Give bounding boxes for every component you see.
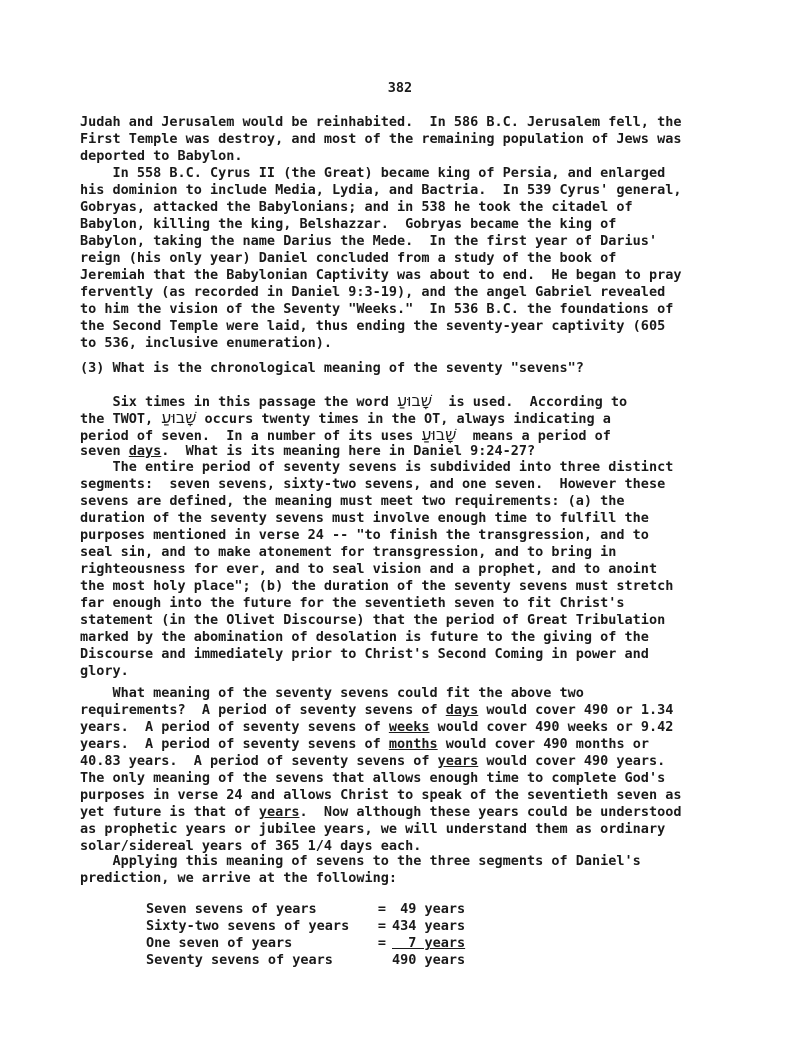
page-number: 382 <box>387 80 413 96</box>
text-line: as prophetic years or jubilee years, we will understand them as ordinary <box>80 821 666 837</box>
text-line: years. A period of seventy sevens of weeks would cover 490 weeks or 9.42 <box>80 719 674 735</box>
text-line: prediction, we arrive at the following: <box>80 870 397 886</box>
text-line: seven days. What is its meaning here in Daniel 9:24-27? <box>80 443 536 459</box>
paragraph-6 <box>80 853 720 887</box>
text-line: segments: seven sevens, sixty-two sevens, and one seven. However these <box>80 476 666 492</box>
text-line: the TWOT, שָׁבוּעַ occurs twenty times in the OT, always indicating a <box>80 408 611 427</box>
text-line: Gobryas, attacked the Babylonians; and in 538 he took the citadel of <box>80 199 633 215</box>
text-line: Discourse and immediately prior to Christ's Second Coming in power and <box>80 646 649 662</box>
text-line: far enough into the future for the seventieth seven to fit Christ's <box>80 595 625 611</box>
text-line: The entire period of seventy sevens is subdivided into three distinct <box>80 459 674 475</box>
text-line: Jeremiah that the Babylonian Captivity was about to end. He began to pray <box>80 267 682 283</box>
text-line: righteousness for ever, and to seal vision and a prophet, and to anoint <box>80 561 658 577</box>
paragraph-5 <box>80 685 720 855</box>
text-line: the Second Temple were laid, thus ending the seventy-year captivity (605 <box>80 318 666 334</box>
text-line: reign (his only year) Daniel concluded from a study of the book of <box>80 250 617 266</box>
calculation-table <box>80 901 720 969</box>
text-line: deported to Babylon. <box>80 148 243 164</box>
paragraph-2 <box>80 165 720 352</box>
calc-row: One seven of years = 7 years <box>146 935 466 951</box>
text-line: purposes in verse 24 and allows Christ to speak of the seventieth seven as <box>80 787 682 803</box>
text-line: Babylon, taking the name Darius the Mede. In the first year of Darius' <box>80 233 658 249</box>
question-heading: (3) What is the chronological meaning of the seventy "sevens"? <box>80 360 584 376</box>
text-line: seal sin, and to make atonement for transgression, and to bring in <box>80 544 617 560</box>
text-line: duration of the seventy sevens must involve enough time to fulfill the <box>80 510 649 526</box>
text-line: solar/sidereal years of 365 1/4 days each. <box>80 838 422 854</box>
calc-row: Sixty-two sevens of years = 434 years <box>146 918 466 934</box>
text-line: Judah and Jerusalem would be reinhabited. In 586 B.C. Jerusalem fell, the <box>80 114 682 130</box>
text-line: his dominion to include Media, Lydia, and Bactria. In 539 Cyrus' general, <box>80 182 682 198</box>
text-line: statement (in the Olivet Discourse) that the period of Great Tribulation <box>80 612 666 628</box>
text-line: Six times in this passage the word שָׁבוּעַ is used. According to <box>80 391 628 410</box>
hebrew-word: שָׁבוּעַ <box>396 391 433 410</box>
text-line: 40.83 years. A period of seventy sevens of years would cover 490 years. <box>80 753 666 769</box>
text-line: First Temple was destroy, and most of the remaining population of Jews was <box>80 131 682 147</box>
paragraph-4 <box>80 459 720 680</box>
text-line: to 536, inclusive enumeration). <box>80 335 332 351</box>
text-line: Applying this meaning of sevens to the three segments of Daniel's <box>80 853 641 869</box>
text-line: to him the vision of the Seventy "Weeks." In 536 B.C. the foundations of <box>80 301 674 317</box>
text-line: The only meaning of the sevens that allows enough time to complete God's <box>80 770 666 786</box>
text-line: In 558 B.C. Cyrus II (the Great) became king of Persia, and enlarged <box>80 165 666 181</box>
text-line: period of seven. In a number of its uses שָׁבוּעַ means a period of <box>80 425 611 444</box>
text-line: requirements? A period of seventy sevens of days would cover 490 or 1.34 <box>80 702 674 718</box>
text-line: sevens are defined, the meaning must meet two requirements: (a) the <box>80 493 625 509</box>
text-line: years. A period of seventy sevens of months would cover 490 months or <box>80 736 649 752</box>
text-line: the most holy place"; (b) the duration of the seventy sevens must stretch <box>80 578 674 594</box>
calc-row: Seven sevens of years = 49 years <box>146 901 466 917</box>
text-line: Babylon, killing the king, Belshazzar. Gobryas became the king of <box>80 216 617 232</box>
hebrew-word: שָׁבוּעַ <box>161 408 197 427</box>
paragraph-3 <box>80 392 720 460</box>
paragraph-1 <box>80 114 720 165</box>
text-line: glory. <box>80 663 129 679</box>
text-line: yet future is that of years. Now although these years could be understood <box>80 804 682 820</box>
hebrew-word: שָׁבוּעַ <box>421 425 457 444</box>
text-line: purposes mentioned in verse 24 -- "to finish the transgression, and to <box>80 527 649 543</box>
calc-total-row: Seventy sevens of years 490 years <box>146 952 466 968</box>
text-line: marked by the abomination of desolation is future to the giving of the <box>80 629 649 645</box>
text-line: fervently (as recorded in Daniel 9:3-19), and the angel Gabriel revealed <box>80 284 666 300</box>
text-line: What meaning of the seventy sevens could fit the above two <box>80 685 584 701</box>
